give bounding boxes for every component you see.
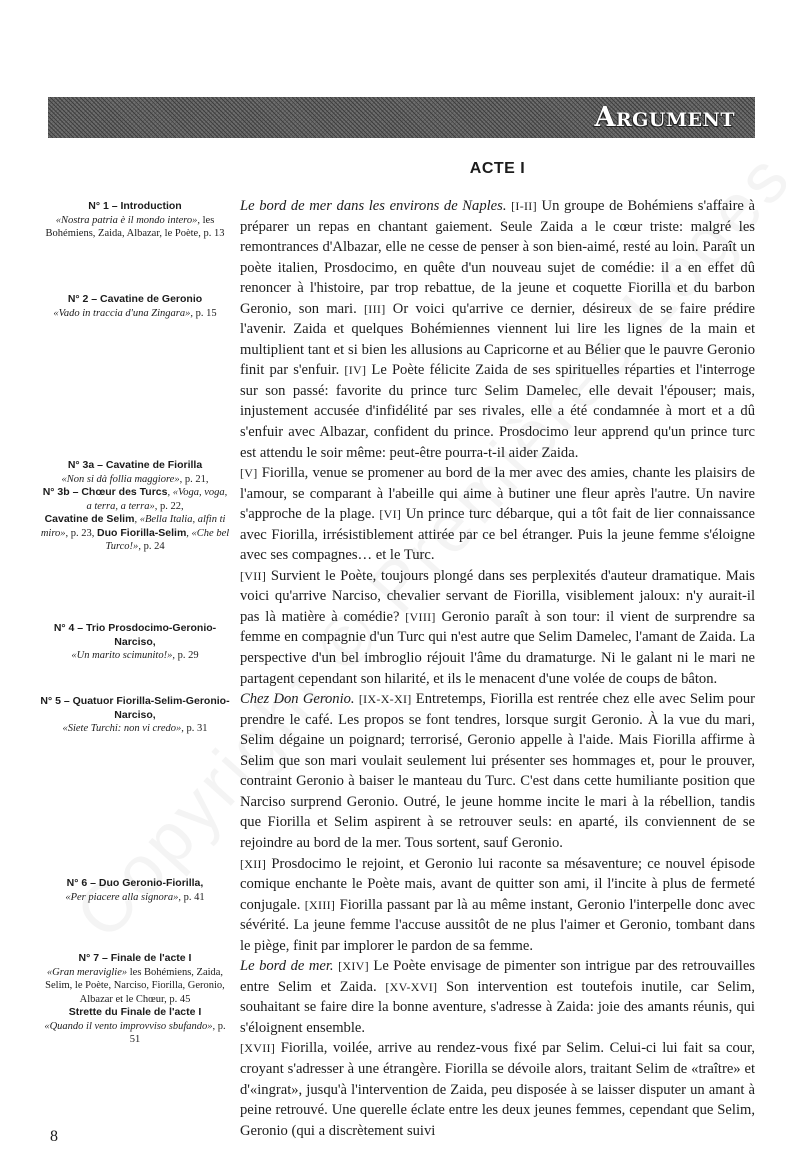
note-title: , «Voga, voga, a terra, a terra»: [86, 487, 228, 512]
scene-marker: [XIII]: [304, 897, 336, 912]
note-details: , p. 15: [190, 307, 217, 319]
note-title: «Gran meraviglie»: [46, 966, 128, 978]
margin-note: [40, 200, 230, 241]
scene-marker: [VII]: [240, 568, 267, 583]
note-number: N° 2 – Cavatine de Geronio: [67, 293, 203, 305]
note-details: , p. 23,: [65, 527, 95, 539]
note-title: «Quando il vento improvviso sbufando»: [44, 1020, 213, 1032]
note-details: , p. 21,: [179, 473, 209, 485]
note-number: N° 1 – Introduction: [88, 200, 182, 212]
margin-note: [40, 293, 230, 320]
scene-marker: [XIV]: [338, 959, 369, 974]
note-title: «Non si dà follia maggiore»: [61, 473, 180, 485]
note-title: «Per piacere alla signora»: [65, 891, 179, 903]
note-number: N° 4 – Trio Prosdocimo-Geronio-Narciso,: [53, 622, 217, 648]
note-number: Duo Fiorilla-Selim: [97, 526, 187, 539]
note-details: , p. 24: [138, 541, 165, 552]
scene-setting: Chez Don Geronio.: [240, 691, 355, 708]
paragraph-text: Son intervention est toutefois inutile, car Selim, souhaitant se faire dire la bonne aventure, s'adresse à Zaida: joie des amants réunis, qui s'éloignent ensemble.: [240, 978, 755, 1036]
act-heading: ACTE I: [469, 160, 526, 177]
paragraph-text: Le Poète félicite Zaida de ses spirituelles réparties et l'interroge sur son passé: favorite du prince turc Selim Damelec, elle devait l'épouser; mais, injustement accusée d'infidélité par ses rivales, elle a été condamnée à mort et a dû s'enfuir avec Albazar, confident du prince. Prosdocimo leur apprend qu'un prince turc est attendu le soir même: peut-être pourra-t-il aider Zaida.: [240, 362, 756, 461]
paragraph-text: Un prince turc débarque, qui a tôt fait de lier connaissance avec Fiorilla, irrésistiblement attirée par ce bel étranger. Puis la jeune femme s'éloigne avec ses compagnes… et le Turc.: [240, 506, 755, 564]
paragraph-text: Or voici qu'arrive ce dernier, désireux de se faire prédire l'avenir. Zaida et quelques Bohémiennes viennent lui lire les lignes de la main et multiplient tant et si bien les allusions au Capricorne et au Bélier que le pauvre Geronio finit par s'enfuir.: [240, 300, 755, 379]
margin-note: [40, 459, 230, 554]
note-number: N° 5 – Quatuor Fiorilla-Selim-Geronio-Narciso,: [40, 695, 230, 721]
paragraph-text: Geronio paraît à son tour: il vient de surprendre sa femme en compagnie d'un Turc qui n'est autre que Selim Damelec, l'amant de Zaida. La perspective d'un bel imbroglio réjouit l'âme du dramaturge. Ni le galant ni le mari ne partagent cependant son hilarité, et ils le menacent d'une volée de coups de bâton.: [240, 608, 755, 687]
scene-marker: [IX-X-XI]: [358, 692, 412, 707]
note-title: , «Bella Italia, alfin ti miro»: [40, 514, 226, 539]
paragraph-text: Un groupe de Bohémiens s'affaire à préparer un repas en chantant gaiement. Seule Zaida a le cœur triste: malgré les remontrances d'Albazar, elle ne cesse de penser à son bien-aimé, resté au loin. Paraît un poète italien, Prosdocimo, en quête d'un nouveau sujet de comédie: il a en effet dû renoncer à l'histoire, par trop rebattue, de la jeune et coquette Fiorilla et du barbon Geronio, son mari.: [240, 198, 755, 317]
paragraph: [240, 854, 755, 957]
note-details: , p. 29: [172, 650, 199, 661]
paragraph-text: Le Poète envisage de pimenter son intrigue par des retrouvailles entre Selim et Zaida.: [240, 958, 755, 995]
paragraph-text: Survient le Poète, toujours plongé dans ses perplexités d'auteur dramatique. Mais voici qu'arrive Narciso, chevalier servant de Fiorilla, visiblement jaloux: n'y aurait-il pas là matière à comédie?: [240, 567, 755, 625]
page-title: Argument: [594, 102, 735, 133]
paragraph-text: Fiorilla, voilée, arrive au rendez-vous fixé par Selim. Celui-ci lui fait sa cour, croyant s'adresser à une étrangère. Fiorilla se dévoile alors, traitant Selim de «traître» et d'«ingrat», jusqu'à l'intervention de Zaida, peu disposée à se laisser disputer un amant à peine retrouvé. Une querelle éclate entre les deux jeunes femmes, cependant que Selim, Geronio (qui a discrètement suivi: [240, 1040, 755, 1139]
note-title: «Nostra patria è il mondo intero»: [55, 214, 198, 226]
scene-setting: Le bord de mer dans les environs de Naples.: [240, 198, 507, 214]
scene-setting: Le bord de mer.: [240, 958, 334, 975]
paragraph: [240, 566, 755, 689]
note-number: Cavatine de Selim: [44, 513, 135, 525]
note-details: , p. 51: [129, 1020, 226, 1045]
note-number: N° 3a – Cavatine de Fiorilla: [67, 459, 203, 471]
margin-note: [40, 695, 230, 736]
paragraph-text: Prosdocimo le rejoint, et Geronio lui raconte sa mésaventure; ce nouvel épisode comique enchante le Poète mais, avant de quitter son ami, il l'incite à plus de fermeté conjugale.: [240, 855, 755, 913]
paragraph: [240, 689, 755, 853]
paragraph-text: Fiorilla passant par là au même instant, Geronio l'interpelle donc avec sévérité. La jeune femme l'accuse aussitôt de ne plus l'aimer et Geronio, tombant dans le piège, finit par implorer le pardon de sa femme.: [240, 896, 755, 954]
paragraph-text: Entretemps, Fiorilla est rentrée chez elle avec Selim pour prendre le café. Les propos se font tendres, lorsque surgit Geronio. À la vue du mari, Selim dégaine un poignard; terrorisé, Geronio appelle à l'aide. Mais Fiorilla affirme à Selim que son mari voulait seulement lui présenter ses hommages et, pour le prouver, contraint Geronio à baiser le manteau du Turc. C'est dans cette humiliante position que Narciso surprend Geronio. Outré, le jeune homme incite le mari à la rébellion, tandis que Fiorilla et Selim aspirent à se retrouver seuls: en aparté, ils conviennent de se rejoindre au bord de la mer. Tous sortent, sauf Geronio.: [240, 691, 755, 851]
note-details: , les Bohémiens, Zaida, Albazar, le Poète, p. 13: [45, 214, 225, 239]
margin-note: [40, 622, 230, 663]
note-title: «Un marito scimunito!»: [71, 650, 173, 661]
note-number: N° 7 – Finale de l'acte I: [78, 952, 192, 964]
note-title: «Siete Turchi: non vi credo»: [62, 723, 182, 734]
scene-marker: [IV]: [344, 363, 367, 378]
note-details: , p. 41: [178, 891, 205, 903]
scene-marker: [III]: [364, 301, 386, 316]
note-details: , p. 22,: [154, 500, 184, 512]
header-banner: [48, 97, 755, 138]
scene-marker: [XV-XVI]: [385, 979, 438, 994]
page-number: 8: [50, 1128, 58, 1145]
scene-marker: [V]: [240, 466, 258, 481]
scene-marker: [XVII]: [240, 1041, 276, 1056]
note-details: les Bohémiens, Zaida, Selim, le Poète, Narciso, Fiorilla, Geronio, Albazar et le Chœur, p. 45: [45, 966, 225, 1005]
scene-marker: [VIII]: [405, 609, 436, 624]
paragraph: [240, 956, 755, 1038]
margin-note: [40, 952, 230, 1047]
note-number: N° 3b – Chœur des Turcs: [42, 486, 168, 498]
note-number: Strette du Finale de l'acte I: [68, 1006, 202, 1018]
scene-marker: [XII]: [240, 856, 267, 871]
scene-marker: [I-II]: [511, 199, 537, 213]
argument-text: [240, 196, 755, 1141]
note-title: «Vado in traccia d'una Zingara»: [53, 307, 191, 319]
paragraph: [240, 463, 755, 566]
margin-note: [40, 877, 230, 904]
scene-marker: [VI]: [379, 507, 402, 522]
paragraph: [240, 1038, 755, 1141]
note-details: , p. 31: [181, 723, 208, 734]
paragraph-text: Fiorilla, venue se promener au bord de la mer avec des amies, chante les plaisirs de l'amour, se comparant à l'abeille qui aime à butiner une fleur après l'autre. Un navire s'approche de la plage.: [240, 465, 755, 523]
note-title: , «Che bel Turco!»: [105, 527, 230, 552]
paragraph: [240, 196, 755, 463]
note-number: N° 6 – Duo Geronio-Fiorilla,: [66, 877, 204, 889]
